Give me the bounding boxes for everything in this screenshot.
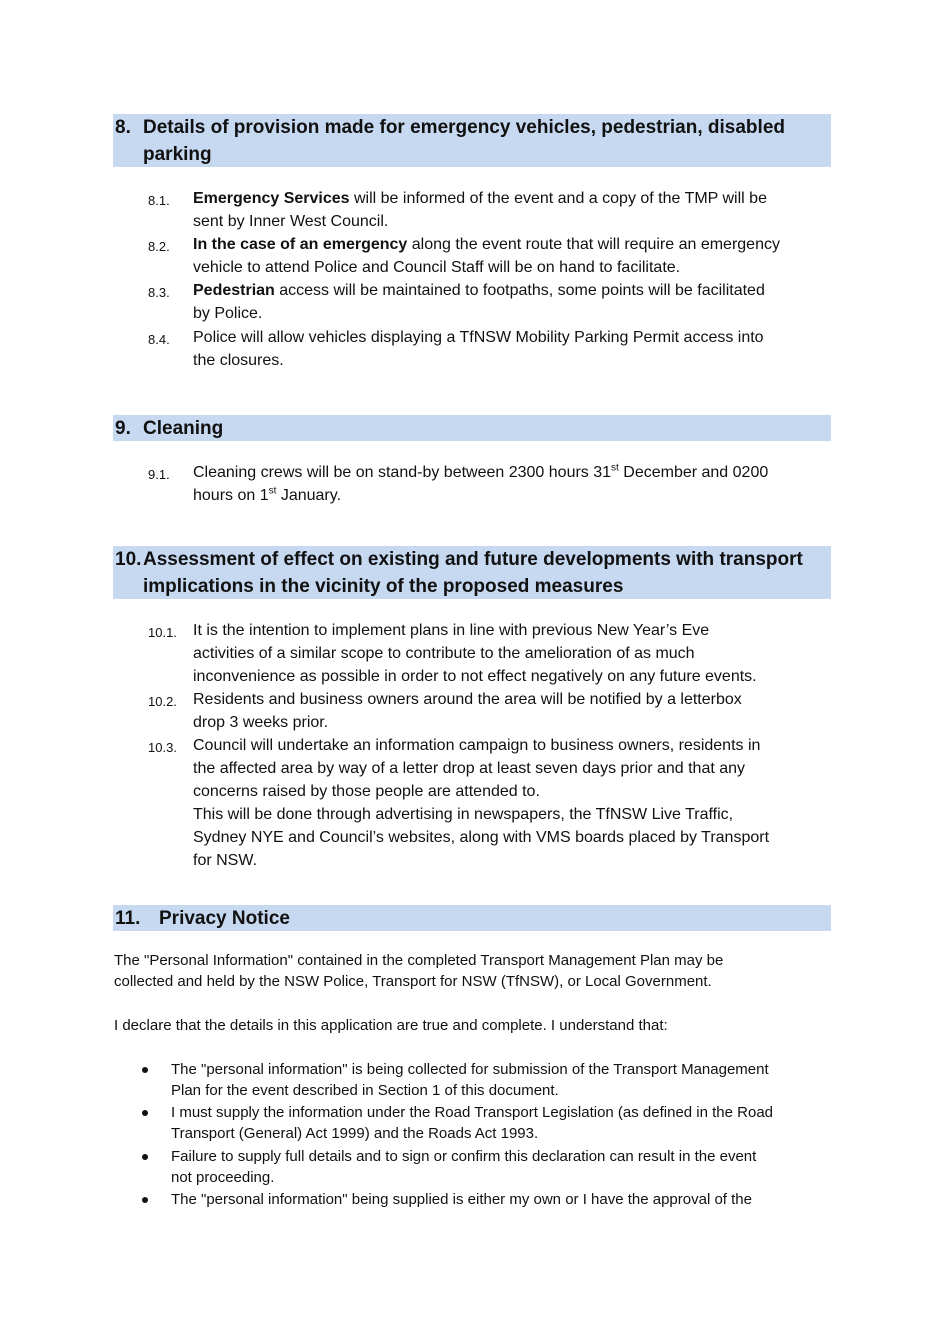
item-8-3 <box>148 279 833 325</box>
section-10-title-line2: implications in the vicinity of the proposed measures <box>143 576 624 597</box>
item-text: sent by Inner West Council. <box>193 213 389 230</box>
item-text: Sydney NYE and Council’s websites, along with VMS boards placed by Transport <box>193 829 770 846</box>
item-text: along the event route that will require an emergency <box>407 236 780 253</box>
section-11-number: 11. <box>115 908 141 929</box>
item-text: the affected area by way of a letter drop at least seven days prior and that any <box>193 760 746 777</box>
item-text: will be informed of the event and a copy of the TMP will be <box>349 190 767 207</box>
privacy-paragraph-2 <box>114 1015 814 1036</box>
bullet-item-2 <box>171 1102 831 1144</box>
item-text: Cleaning crews will be on stand-by between 2300 hours 31 <box>193 464 612 481</box>
section-10-number: 10. <box>115 549 142 570</box>
item-text: for NSW. <box>193 852 258 869</box>
privacy-paragraph-1 <box>114 950 814 992</box>
item-number: 10.2. <box>148 694 177 709</box>
item-number: 10.1. <box>148 625 177 640</box>
item-text: Council will undertake an information campaign to business owners, residents in <box>193 737 761 754</box>
bullet-text: Plan for the event described in Section 1 of this document. <box>171 1082 559 1099</box>
item-number: 9.1. <box>148 467 170 482</box>
item-text: concerns raised by those people are attended to. <box>193 783 540 800</box>
paragraph-line: I declare that the details in this application are true and complete. I understand that: <box>114 1017 668 1034</box>
item-text: Residents and business owners around the area will be notified by a letterbox <box>193 691 742 708</box>
item-text: vehicle to attend Police and Council Staff will be on hand to facilitate. <box>193 259 681 276</box>
item-number: 8.1. <box>148 193 170 208</box>
bullet-item-1 <box>171 1059 831 1101</box>
item-bold-lead: Pedestrian <box>193 282 275 299</box>
bullet-item-3 <box>171 1146 831 1188</box>
paragraph-line: The "Personal Information" contained in the completed Transport Management Plan may be <box>114 952 724 969</box>
bullet-item-4 <box>171 1189 831 1210</box>
item-text: activities of a similar scope to contribute to the amelioration of as much <box>193 645 695 662</box>
superscript: st <box>268 485 277 497</box>
bullet-text: The "personal information" being supplied is either my own or I have the approval of the <box>171 1191 752 1208</box>
item-8-1 <box>148 187 833 233</box>
item-text: inconvenience as possible in order to not effect negatively on any future events. <box>193 668 757 685</box>
section-11-heading <box>113 905 831 931</box>
item-text: December and 0200 <box>618 464 769 481</box>
item-text: by Police. <box>193 305 263 322</box>
bullet-icon <box>142 1110 148 1116</box>
item-number: 8.2. <box>148 239 170 254</box>
section-9-heading <box>113 415 831 441</box>
section-8-number: 8. <box>115 117 131 138</box>
section-8-title-line2: parking <box>143 144 212 165</box>
item-text: hours on 1 <box>193 487 269 504</box>
section-10-title-line1: Assessment of effect on existing and future developments with transport <box>143 549 803 570</box>
bullet-text: Transport (General) Act 1999) and the Roads Act 1993. <box>171 1125 539 1142</box>
item-number: 8.4. <box>148 332 170 347</box>
item-bold-lead: In the case of an emergency <box>193 236 408 253</box>
superscript: st <box>611 462 619 474</box>
bullet-icon <box>142 1067 148 1073</box>
item-8-2 <box>148 233 833 279</box>
bullet-icon <box>142 1154 148 1160</box>
bullet-text: The "personal information" is being collected for submission of the Transport Management <box>171 1061 769 1078</box>
item-number: 10.3. <box>148 740 177 755</box>
paragraph-line: collected and held by the NSW Police, Transport for NSW (TfNSW), or Local Government. <box>114 973 712 990</box>
item-9-1 <box>148 461 833 507</box>
item-8-4 <box>148 326 833 372</box>
item-10-2 <box>148 688 833 734</box>
item-text: drop 3 weeks prior. <box>193 714 329 731</box>
bullet-text: not proceeding. <box>171 1169 275 1186</box>
section-11-title: Privacy Notice <box>159 908 290 929</box>
section-8-title-line1: Details of provision made for emergency vehicles, pedestrian, disabled <box>143 117 785 138</box>
item-text: It is the intention to implement plans in line with previous New Year’s Eve <box>193 622 710 639</box>
item-10-1 <box>148 619 833 688</box>
bullet-text: Failure to supply full details and to sign or confirm this declaration can result in the event <box>171 1148 757 1165</box>
item-text: Police will allow vehicles displaying a TfNSW Mobility Parking Permit access into <box>193 329 764 346</box>
item-text: access will be maintained to footpaths, some points will be facilitated <box>274 282 765 299</box>
item-number: 8.3. <box>148 285 170 300</box>
bullet-text: I must supply the information under the Road Transport Legislation (as defined in the Road <box>171 1104 774 1121</box>
item-10-3 <box>148 734 833 872</box>
section-9-title: Cleaning <box>143 418 224 439</box>
section-10-heading <box>113 546 831 599</box>
bullet-icon <box>142 1197 148 1203</box>
item-bold-lead: Emergency Services <box>193 190 350 207</box>
item-text: This will be done through advertising in newspapers, the TfNSW Live Traffic, <box>193 806 734 823</box>
item-text: the closures. <box>193 352 284 369</box>
item-text: January. <box>276 487 342 504</box>
section-8-heading <box>113 114 831 167</box>
section-9-number: 9. <box>115 418 131 439</box>
